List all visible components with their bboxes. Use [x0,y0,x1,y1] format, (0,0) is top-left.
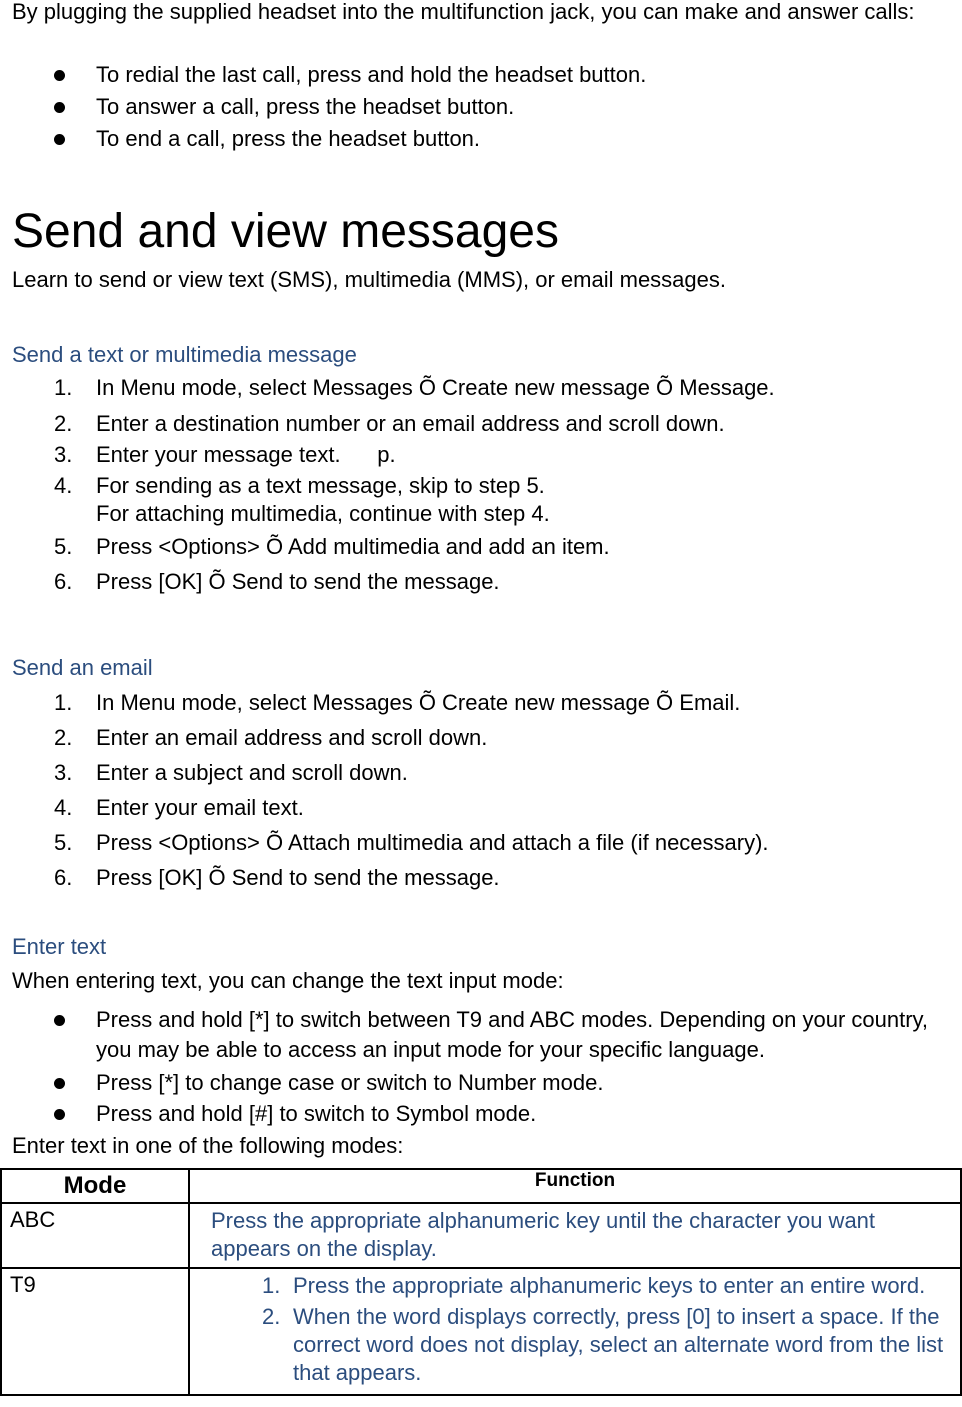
step-item: 1. In Menu mode, select Messages Õ Create new message Õ Message. [54,375,775,400]
step-item: 5. Press <Options> Õ Add multimedia and add an item. [54,534,610,559]
list-item: To answer a call, press the headset button. [0,94,646,120]
bullet-icon [54,1109,65,1120]
headset-intro: By plugging the supplied headset into the multifunction jack, you can make and answer calls: [12,0,915,24]
enter-text-intro: When entering text, you can change the text input mode: [12,968,564,993]
table-row [1,1203,961,1268]
section-lead: Learn to send or view text (SMS), multimedia (MMS), or email messages. [12,267,727,292]
list-item: To end a call, press the headset button. [0,126,646,152]
send-email-heading: Send an email [12,655,153,680]
bullet-icon [54,1078,65,1089]
step-item: 1. Press the appropriate alphanumeric keys to enter an entire word. [262,1273,926,1298]
step-item: 1. In Menu mode, select Messages Õ Create new message Õ Email. [54,690,741,715]
mode-cell: ABC [1,1203,189,1268]
t9-steps [211,1272,952,1387]
send-text-steps [0,374,775,596]
step-item: 4. For sending as a text message, skip to step 5. For attaching multimedia, continue with step 4. [54,473,550,526]
step-item: 5. Press <Options> Õ Attach multimedia and attach a file (if necessary). [54,830,769,855]
step-item: 3. Enter a subject and scroll down. [54,760,408,785]
function-cell [189,1268,961,1395]
list-item: To redial the last call, press and hold the headset button. [0,62,646,88]
list-item: Press and hold [#] to switch to Symbol mode. [0,1101,955,1127]
headset-bullet-list [0,62,646,158]
step-item: 3. Enter your message text. p. [54,442,396,467]
step-item: 6. Press [OK] Õ Send to send the message. [54,569,500,594]
send-email-steps [0,689,769,899]
column-header-mode: Mode [1,1169,189,1203]
table-header-row [1,1169,961,1203]
table-row [1,1268,961,1395]
input-modes-table [0,1168,962,1396]
bullet-icon [54,102,65,113]
bullet-icon [54,1015,65,1026]
bullet-icon [54,70,65,81]
mode-cell: T9 [1,1268,189,1395]
modes-intro: Enter text in one of the following modes: [12,1133,404,1158]
function-cell: Press the appropriate alphanumeric key until the character you want appears on the display. [189,1203,961,1268]
step-item: 2. Enter an email address and scroll down. [54,725,488,750]
list-item: Press [*] to change case or switch to Number mode. [0,1070,955,1096]
list-item: Press and hold [*] to switch between T9 and ABC modes. Depending on your country, you may be able to access an input mode for your specific language. [0,1005,955,1065]
send-text-heading: Send a text or multimedia message [12,342,357,367]
step-item: 2. Enter a destination number or an email address and scroll down. [54,411,725,436]
enter-text-heading: Enter text [12,934,107,959]
step-item: 4. Enter your email text. [54,795,304,820]
step-item: 6. Press [OK] Õ Send to send the message. [54,865,500,890]
column-header-function: Function [189,1169,961,1203]
page-title: Send and view messages [12,205,559,258]
input-mode-bullet-list [0,1005,955,1132]
bullet-icon [54,134,65,145]
step-item: 2. When the word displays correctly, press [0] to insert a space. If the correct word does not display, select an alternate word from the list that appears. [262,1304,944,1385]
